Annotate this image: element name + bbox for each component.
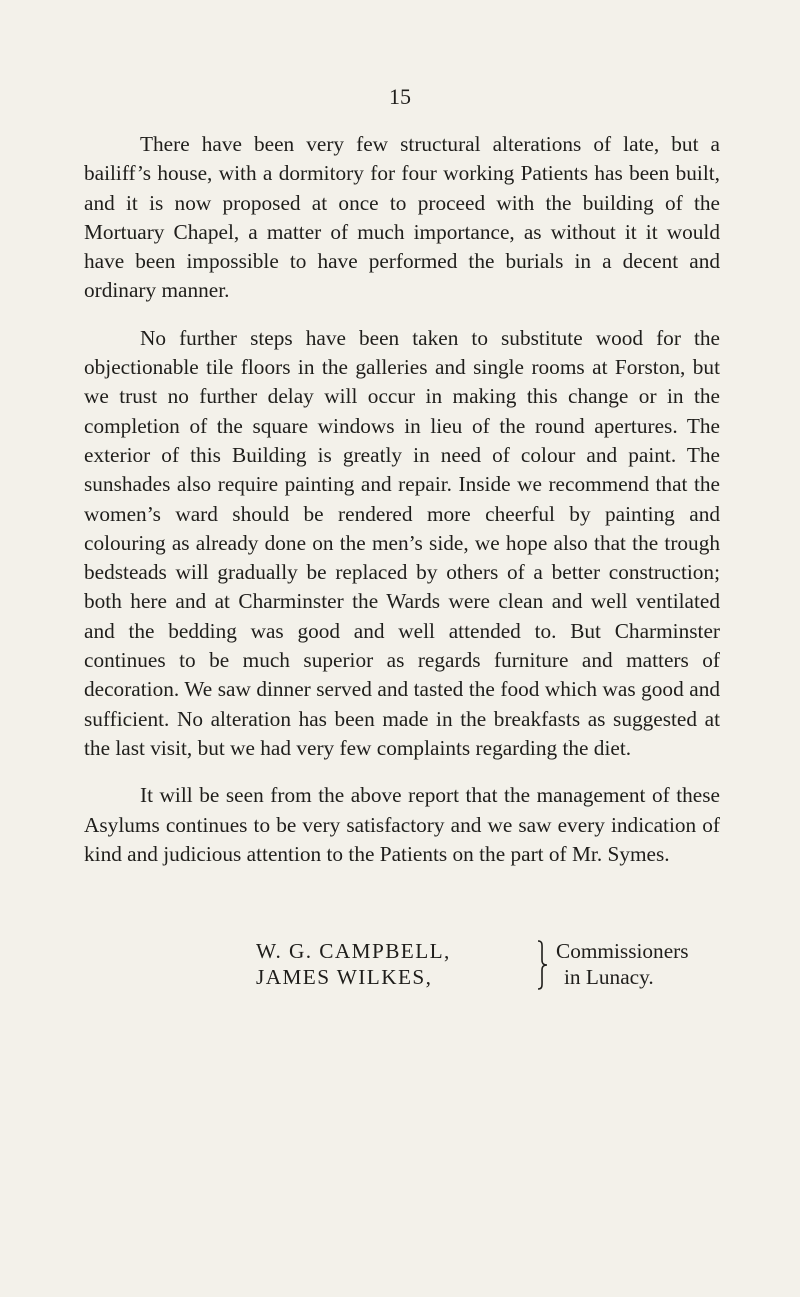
curly-brace-icon [536,940,548,990]
signatory-wilkes: JAMES WILKES, [256,965,433,989]
title-commissioners: Commissioners [556,939,689,963]
title-in-lunacy: in Lunacy. [564,965,654,989]
signatory-title [556,938,726,990]
signatory-names [256,938,526,990]
paragraph-forston-charminster: No further steps have been taken to substitute wood for the objectionable tile floors in the galleries and single rooms at Forston, but we trust no further delay will occur in making this change or in the completion of the square windows in lieu of the round apertures. The exterior of this Building is greatly in need of colour and paint. The sunshades also require painting and repair. Inside we recommend that the women’s ward should be rendered more cheerful by painting and colouring as already done on the men’s side, we hope also that the trough bedsteads will gradually be replaced by others of a better construction; both here and at Charminster the Wards were clean and well ventilated and the bedding was good and well attended to. But Charminster continues to be much superior as regards furniture and matters of decoration. We saw dinner served and tasted the food which was good and sufficient. No alteration has been made in the breakfasts as suggested at the last visit, but we had very few complaints regarding the diet. [84,325,720,760]
paragraph-conclusion: It will be seen from the above report that the management of these Asylums continues to be very satisfactory and we saw every indication of kind and judicious attention to the Patients on the part of Mr. Symes. [84,783,720,866]
signature-block [256,938,726,998]
paragraph-structural-alterations: There have been very few structural alterations of late, but a bailiff’s house, with a dormitory for four working Patients has been built, and it is now proposed at once to proceed with the building of the Mortuary Chapel, a matter of much importance, as without it it would have been impossible to have performed the burials in a decent and ordinary manner. [84,132,720,303]
report-body [84,130,720,869]
signatory-campbell: W. G. CAMPBELL, [256,939,451,963]
page-number: 15 [389,84,411,109]
